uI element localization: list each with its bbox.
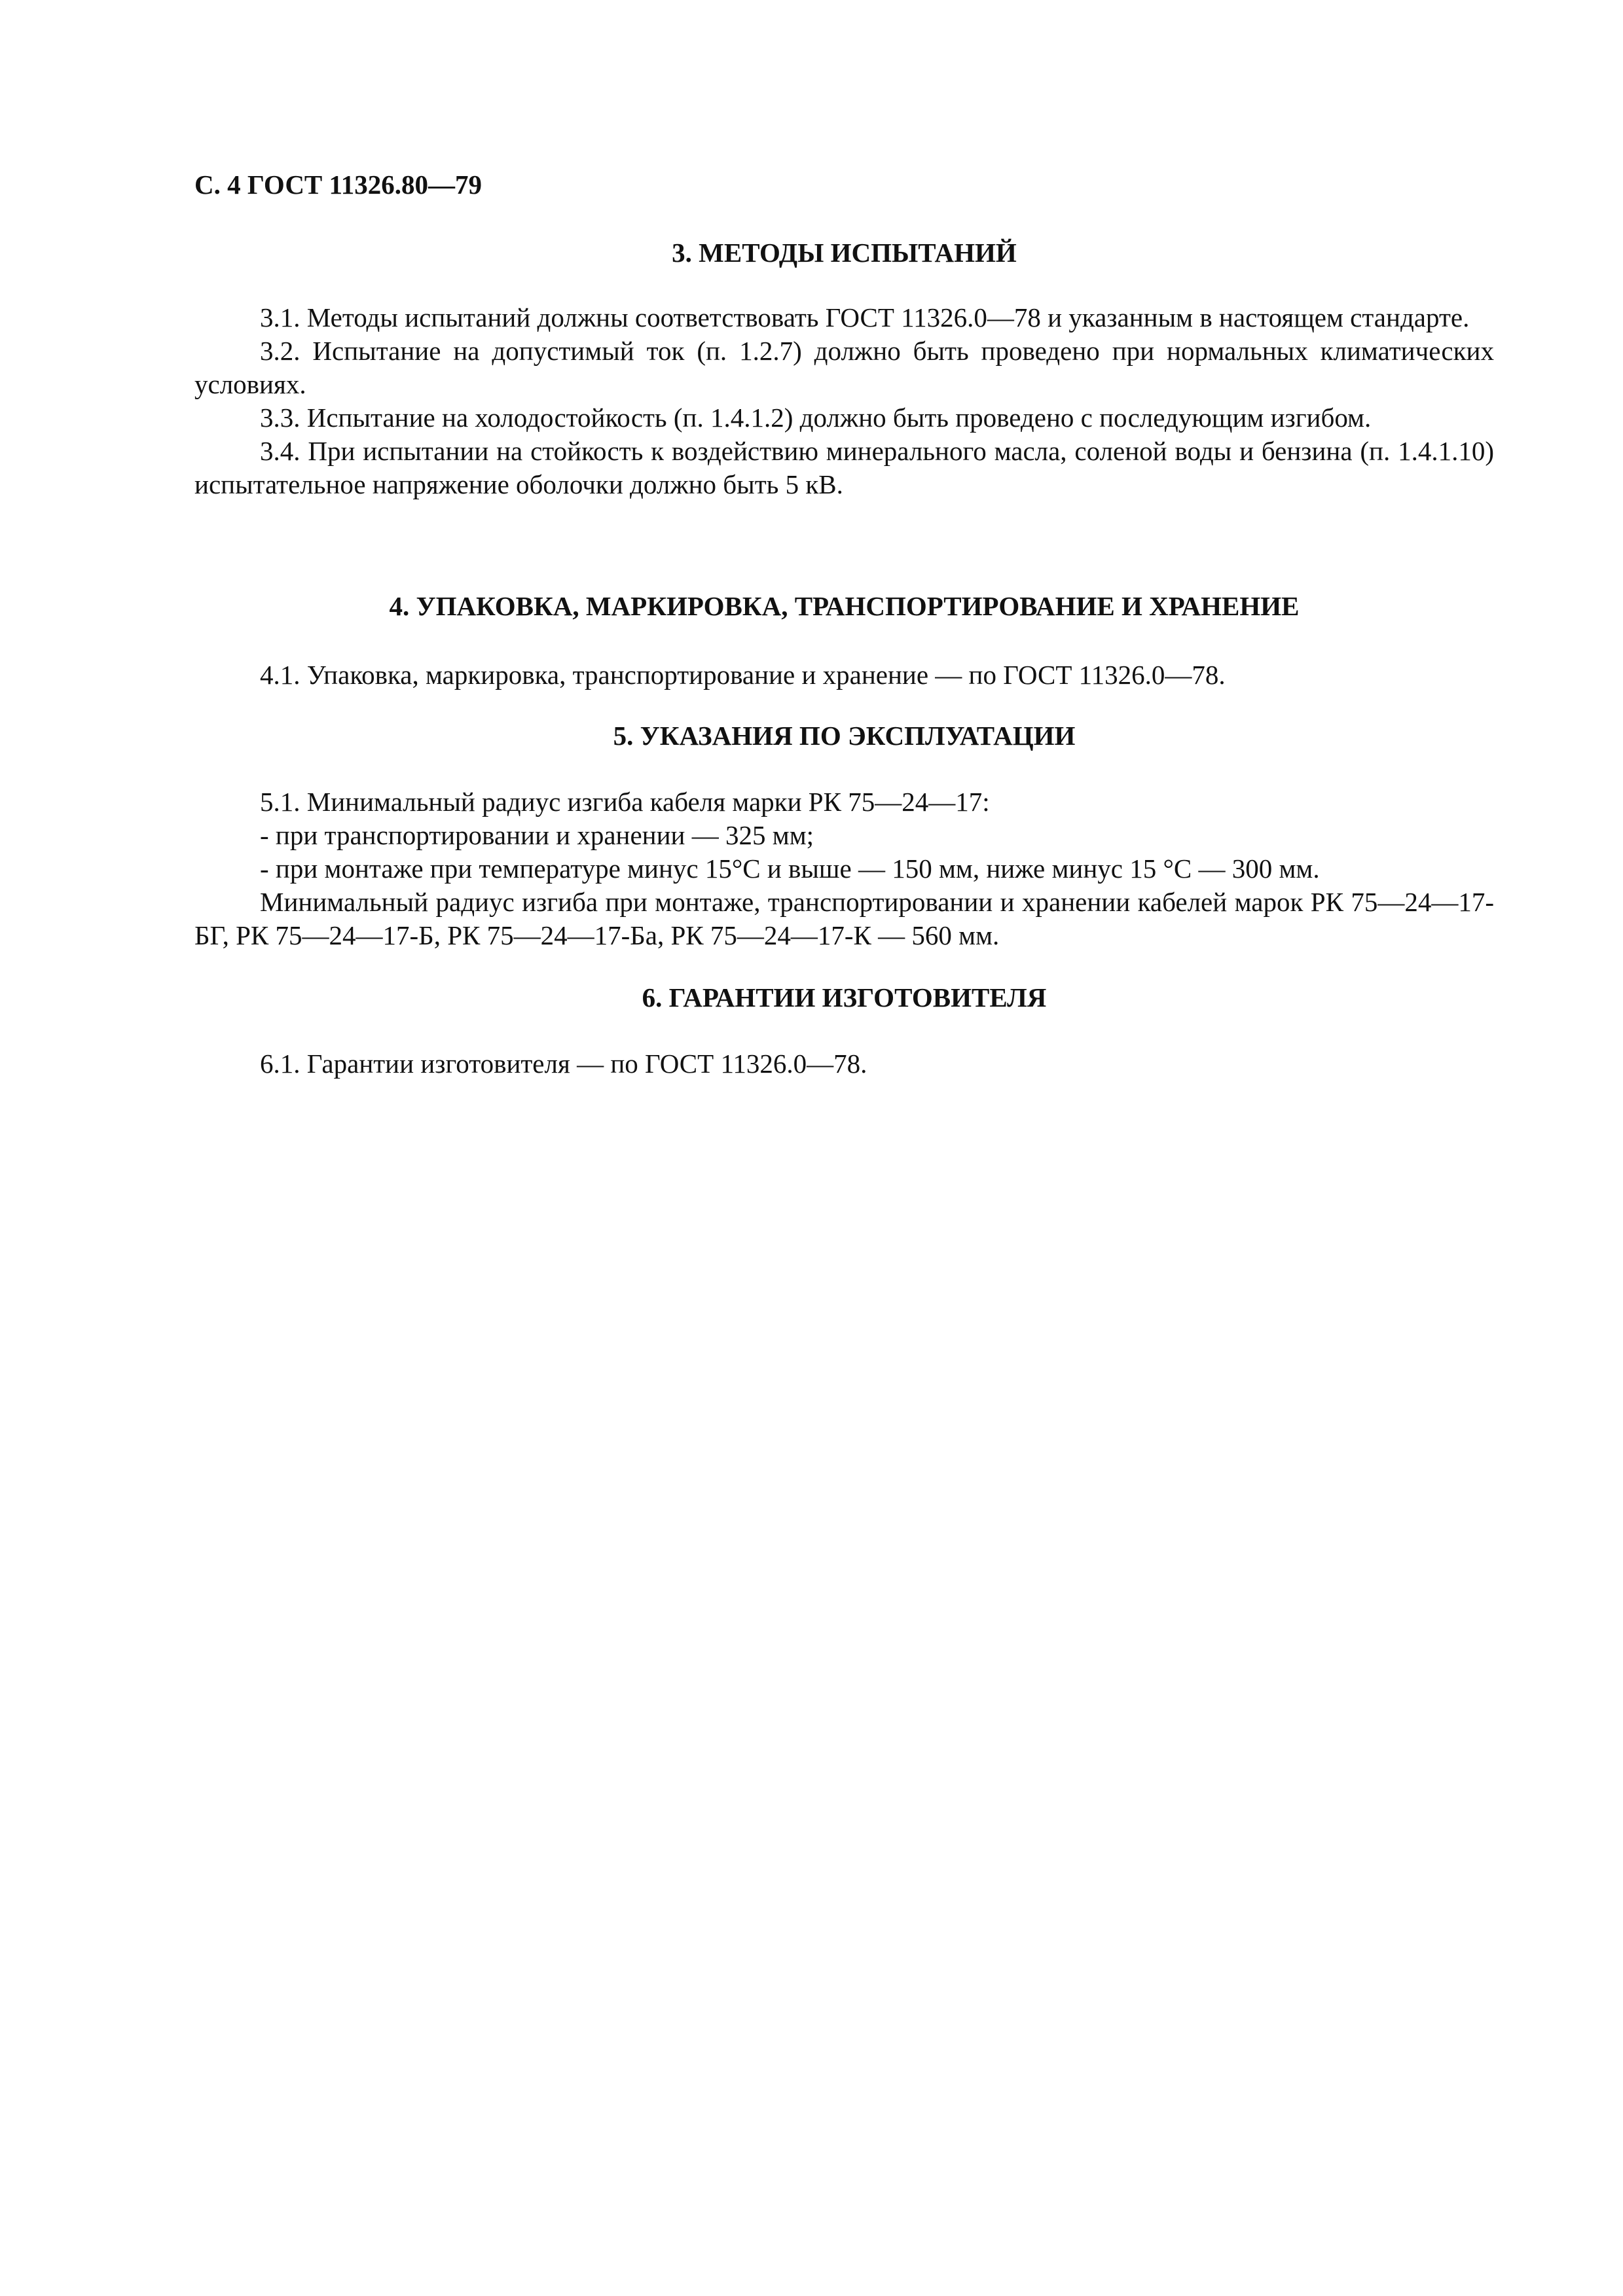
paragraph: Минимальный радиус изгиба при монтаже, транспортировании и хранении кабелей марок РК 75—24—17-БГ, РК 75—24—17-Б, РК 75—24—17-Ба, РК 75—24—17-К — 560 мм. — [194, 887, 1494, 950]
section-4-body — [194, 658, 1494, 692]
paragraph: 4.1. Упаковка, маркировка, транспортирование и хранение — по ГОСТ 11326.0—78. — [260, 660, 1226, 690]
section-title: 3. МЕТОДЫ ИСПЫТАНИЙ — [672, 238, 1017, 268]
paragraph: 6.1. Гарантии изготовителя — по ГОСТ 11326.0—78. — [260, 1049, 867, 1079]
section-3-body — [194, 301, 1494, 501]
section-title: 4. УПАКОВКА, МАРКИРОВКА, ТРАНСПОРТИРОВАНИЕ И ХРАНЕНИЕ — [389, 591, 1300, 621]
list-item: - при транспортировании и хранении — 325 мм; — [260, 820, 814, 850]
section-6-body — [194, 1047, 1494, 1081]
section-title: 6. ГАРАНТИИ ИЗГОТОВИТЕЛЯ — [642, 982, 1047, 1013]
paragraph: 3.4. При испытании на стойкость к воздействию минерального масла, соленой воды и бензина (п. 1.4.1.10) испытательное напряжение оболочки должно быть 5 кВ. — [194, 436, 1494, 499]
section-5-body — [194, 785, 1494, 952]
section-6 — [194, 982, 1494, 1013]
running-head: С. 4 ГОСТ 11326.80—79 — [194, 170, 483, 200]
paragraph: 5.1. Минимальный радиус изгиба кабеля марки РК 75—24—17: — [260, 787, 990, 817]
section-3 — [194, 237, 1494, 268]
paragraph: 3.3. Испытание на холодостойкость (п. 1.4.1.2) должно быть проведено с последующим изгибом. — [260, 403, 1372, 433]
paragraph: 3.1. Методы испытаний должны соответствовать ГОСТ 11326.0—78 и указанным в настоящем стандарте. — [260, 302, 1470, 332]
paragraph: 3.2. Испытание на допустимый ток (п. 1.2.7) должно быть проведено при нормальных климатических условиях. — [194, 336, 1494, 399]
section-title: 5. УКАЗАНИЯ ПО ЭКСПЛУАТАЦИИ — [613, 721, 1076, 751]
list-item: - при монтаже при температуре минус 15°С и выше — 150 мм, ниже минус 15 °С — 300 мм. — [260, 853, 1320, 884]
section-5 — [194, 720, 1494, 751]
section-4 — [194, 590, 1494, 622]
